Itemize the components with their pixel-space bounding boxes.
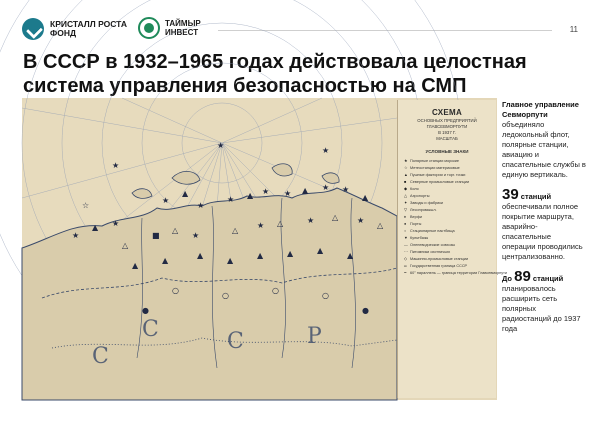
logo1-line1: КРИСТАЛЛ РОСТА: [50, 19, 127, 29]
legend-item: [404, 270, 508, 277]
svg-text:△: △: [122, 241, 129, 250]
legend-symbol-icon: ▲: [404, 173, 408, 177]
legend-label: Стационарные пастбища: [410, 229, 455, 233]
svg-text:▲: ▲: [132, 261, 139, 270]
svg-text:★: ★: [112, 161, 120, 170]
svg-text:▲: ▲: [197, 251, 204, 260]
legend-symbol-icon: ○: [404, 229, 407, 233]
legend-symbol-icon: ●: [404, 222, 407, 226]
logo2-line2: ИНВЕСТ: [165, 28, 199, 37]
legend-label: Культбазы: [410, 236, 429, 240]
taymyr-invest-logo-icon: [138, 17, 160, 39]
page-number: 11: [569, 25, 578, 34]
legend-item: [404, 242, 496, 249]
legend-list: [404, 158, 508, 277]
svg-text:★: ★: [192, 231, 200, 240]
svg-text:○: ○: [322, 291, 329, 300]
legend-label: Полярные станции морские: [410, 159, 460, 163]
legend-item: [404, 256, 496, 263]
svg-text:★: ★: [72, 231, 80, 240]
svg-text:★: ★: [342, 185, 350, 194]
legend-item: [404, 193, 496, 200]
svg-text:★: ★: [322, 183, 330, 192]
legend-label: Порты: [410, 222, 422, 226]
stat2-prefix: До: [502, 274, 513, 283]
legend-label: Метеостанции материковые: [410, 166, 460, 170]
legend-label: Лесопромышл.: [410, 208, 437, 212]
svg-text:★: ★: [284, 189, 292, 198]
svg-text:☆: ☆: [82, 201, 90, 210]
legend-symbol-icon: ♦: [404, 215, 406, 219]
legend-symbol-icon: ★: [404, 159, 408, 163]
svg-text:★: ★: [322, 146, 330, 155]
taymyr-invest-logo: [138, 17, 201, 39]
legend-label: Заводы и фабрики: [410, 201, 444, 205]
legend-label: Коля: [410, 187, 419, 191]
svg-text:△: △: [332, 213, 339, 222]
legend-item: [404, 221, 496, 228]
legend-symbol-icon: ═: [404, 264, 407, 268]
legend-subtitle-2: ГЛАВСЕВМОРПУТИ: [426, 124, 468, 129]
svg-text:С: С: [92, 344, 109, 369]
stat1-number: 39: [502, 186, 519, 203]
legend-label: Верфи: [410, 215, 423, 219]
legend-subtitle-3: В 1937 Г.: [438, 130, 456, 135]
legend-label: Пушные фактории и торг. точки: [410, 173, 466, 177]
legend-label: Аэропорты: [410, 194, 430, 198]
legend-symbol-icon: ▽: [404, 208, 407, 212]
svg-text:●: ●: [362, 306, 369, 315]
svg-text:▲: ▲: [347, 251, 354, 260]
svg-text:★: ★: [217, 141, 225, 150]
legend-subtitle-4: МАСШТАБ: [436, 136, 458, 141]
legend-symbol-icon: ▼: [404, 236, 408, 240]
legend-symbol-icon: ✦: [404, 201, 408, 205]
svg-text:Р: Р: [307, 324, 322, 349]
legend-item: [404, 179, 496, 186]
legend-subtitle-1: ОСНОВНЫХ ПРЕДПРИЯТИЙ: [417, 118, 477, 123]
intro-body: объединяло ледокольный флот, полярные станции, авиацию и спасательные службы в единую вертикаль.: [502, 120, 586, 179]
stat1-unit: станций: [520, 192, 552, 201]
svg-text:▲: ▲: [302, 186, 309, 195]
stat2-text: планировалось расширить сеть полярных радиостанций до 1937 года: [502, 284, 581, 333]
svg-text:★: ★: [357, 216, 365, 225]
legend-label: 60° параллель — граница территории Главсевморпути: [410, 271, 508, 275]
svg-text:●: ●: [142, 306, 149, 315]
legend-symbol-icon: ◆: [404, 187, 407, 191]
intro-text: [502, 100, 586, 180]
svg-text:○: ○: [272, 286, 279, 295]
legend-symbol-icon: △: [404, 194, 407, 198]
svg-text:С: С: [227, 329, 244, 354]
legend-item: [404, 200, 496, 207]
logo1-line2: ФОНД: [50, 28, 77, 38]
kristall-rosta-logo-icon: [22, 18, 44, 40]
svg-text:★: ★: [227, 195, 235, 204]
svg-text:■: ■: [152, 231, 160, 240]
svg-text:★: ★: [162, 196, 170, 205]
svg-text:△: △: [172, 226, 179, 235]
svg-text:△: △: [377, 221, 384, 230]
svg-text:○: ○: [222, 291, 229, 300]
legend-label: Государственная граница СССР: [410, 264, 468, 268]
legend-item: [404, 235, 496, 242]
svg-text:▲: ▲: [317, 246, 324, 255]
legend-item: [404, 207, 496, 214]
legend-item: [404, 158, 496, 165]
svg-text:★: ★: [112, 219, 120, 228]
legend-symbol-icon: ◇: [404, 257, 407, 261]
slide-title: В СССР в 1932–1965 годах действовала целостная система управления безопасностью на СМП: [23, 51, 527, 97]
legend-heading: УСЛОВНЫЕ ЗНАКИ: [425, 149, 469, 154]
legend-item: [404, 172, 496, 179]
legend-symbol-icon: ⋯: [404, 250, 408, 254]
header-divider: [218, 30, 552, 31]
legend-item: [404, 228, 496, 235]
legend-label: Машинно-промысловые станции: [410, 257, 469, 261]
svg-text:△: △: [277, 219, 284, 228]
legend-label: Питомники охотничьих: [410, 250, 451, 254]
legend-symbol-icon: ■: [404, 180, 407, 184]
legend-item: [404, 263, 496, 270]
stat-89-stations: [502, 268, 586, 334]
stat-39-stations: [502, 186, 586, 262]
legend-symbol-icon: ☆: [404, 166, 408, 170]
legend-symbol-icon: —: [404, 243, 408, 247]
svg-text:▲: ▲: [227, 256, 234, 265]
svg-text:▲: ▲: [247, 191, 254, 200]
svg-text:▲: ▲: [287, 249, 294, 258]
svg-text:▲: ▲: [92, 223, 99, 232]
svg-text:△: △: [232, 226, 239, 235]
legend-item: [404, 165, 496, 172]
logo2-line1: ТАЙМЫР: [165, 19, 201, 28]
svg-text:★: ★: [197, 201, 205, 210]
legend-title: СХЕМА: [431, 108, 463, 117]
svg-text:★: ★: [262, 187, 270, 196]
svg-text:★: ★: [307, 216, 315, 225]
stat2-number: 89: [514, 268, 531, 285]
legend-item: [404, 186, 496, 193]
svg-text:★: ★: [257, 221, 265, 230]
svg-text:▲: ▲: [162, 256, 169, 265]
side-panel: [502, 100, 586, 334]
svg-text:▲: ▲: [257, 251, 264, 260]
svg-text:С: С: [142, 317, 159, 342]
header: [22, 14, 578, 40]
svg-text:▲: ▲: [182, 189, 189, 198]
kristall-rosta-logo: [22, 18, 127, 40]
legend-item: [404, 249, 496, 256]
stat2-unit: станций: [532, 274, 564, 283]
intro-bold: Главное управление Севморпути: [502, 100, 579, 119]
svg-text:○: ○: [172, 286, 179, 295]
svg-text:▲: ▲: [362, 193, 369, 202]
legend-item: [404, 214, 496, 221]
legend-label: Оленеводческие совхозы: [410, 243, 456, 247]
legend-symbol-icon: ┅: [404, 271, 407, 275]
legend-label: Северные промысловые станции: [410, 180, 470, 184]
stat1-text: обеспечивали полное покрытие маршрута, аварийно-спасательные операции проводились централизованно.: [502, 202, 583, 261]
